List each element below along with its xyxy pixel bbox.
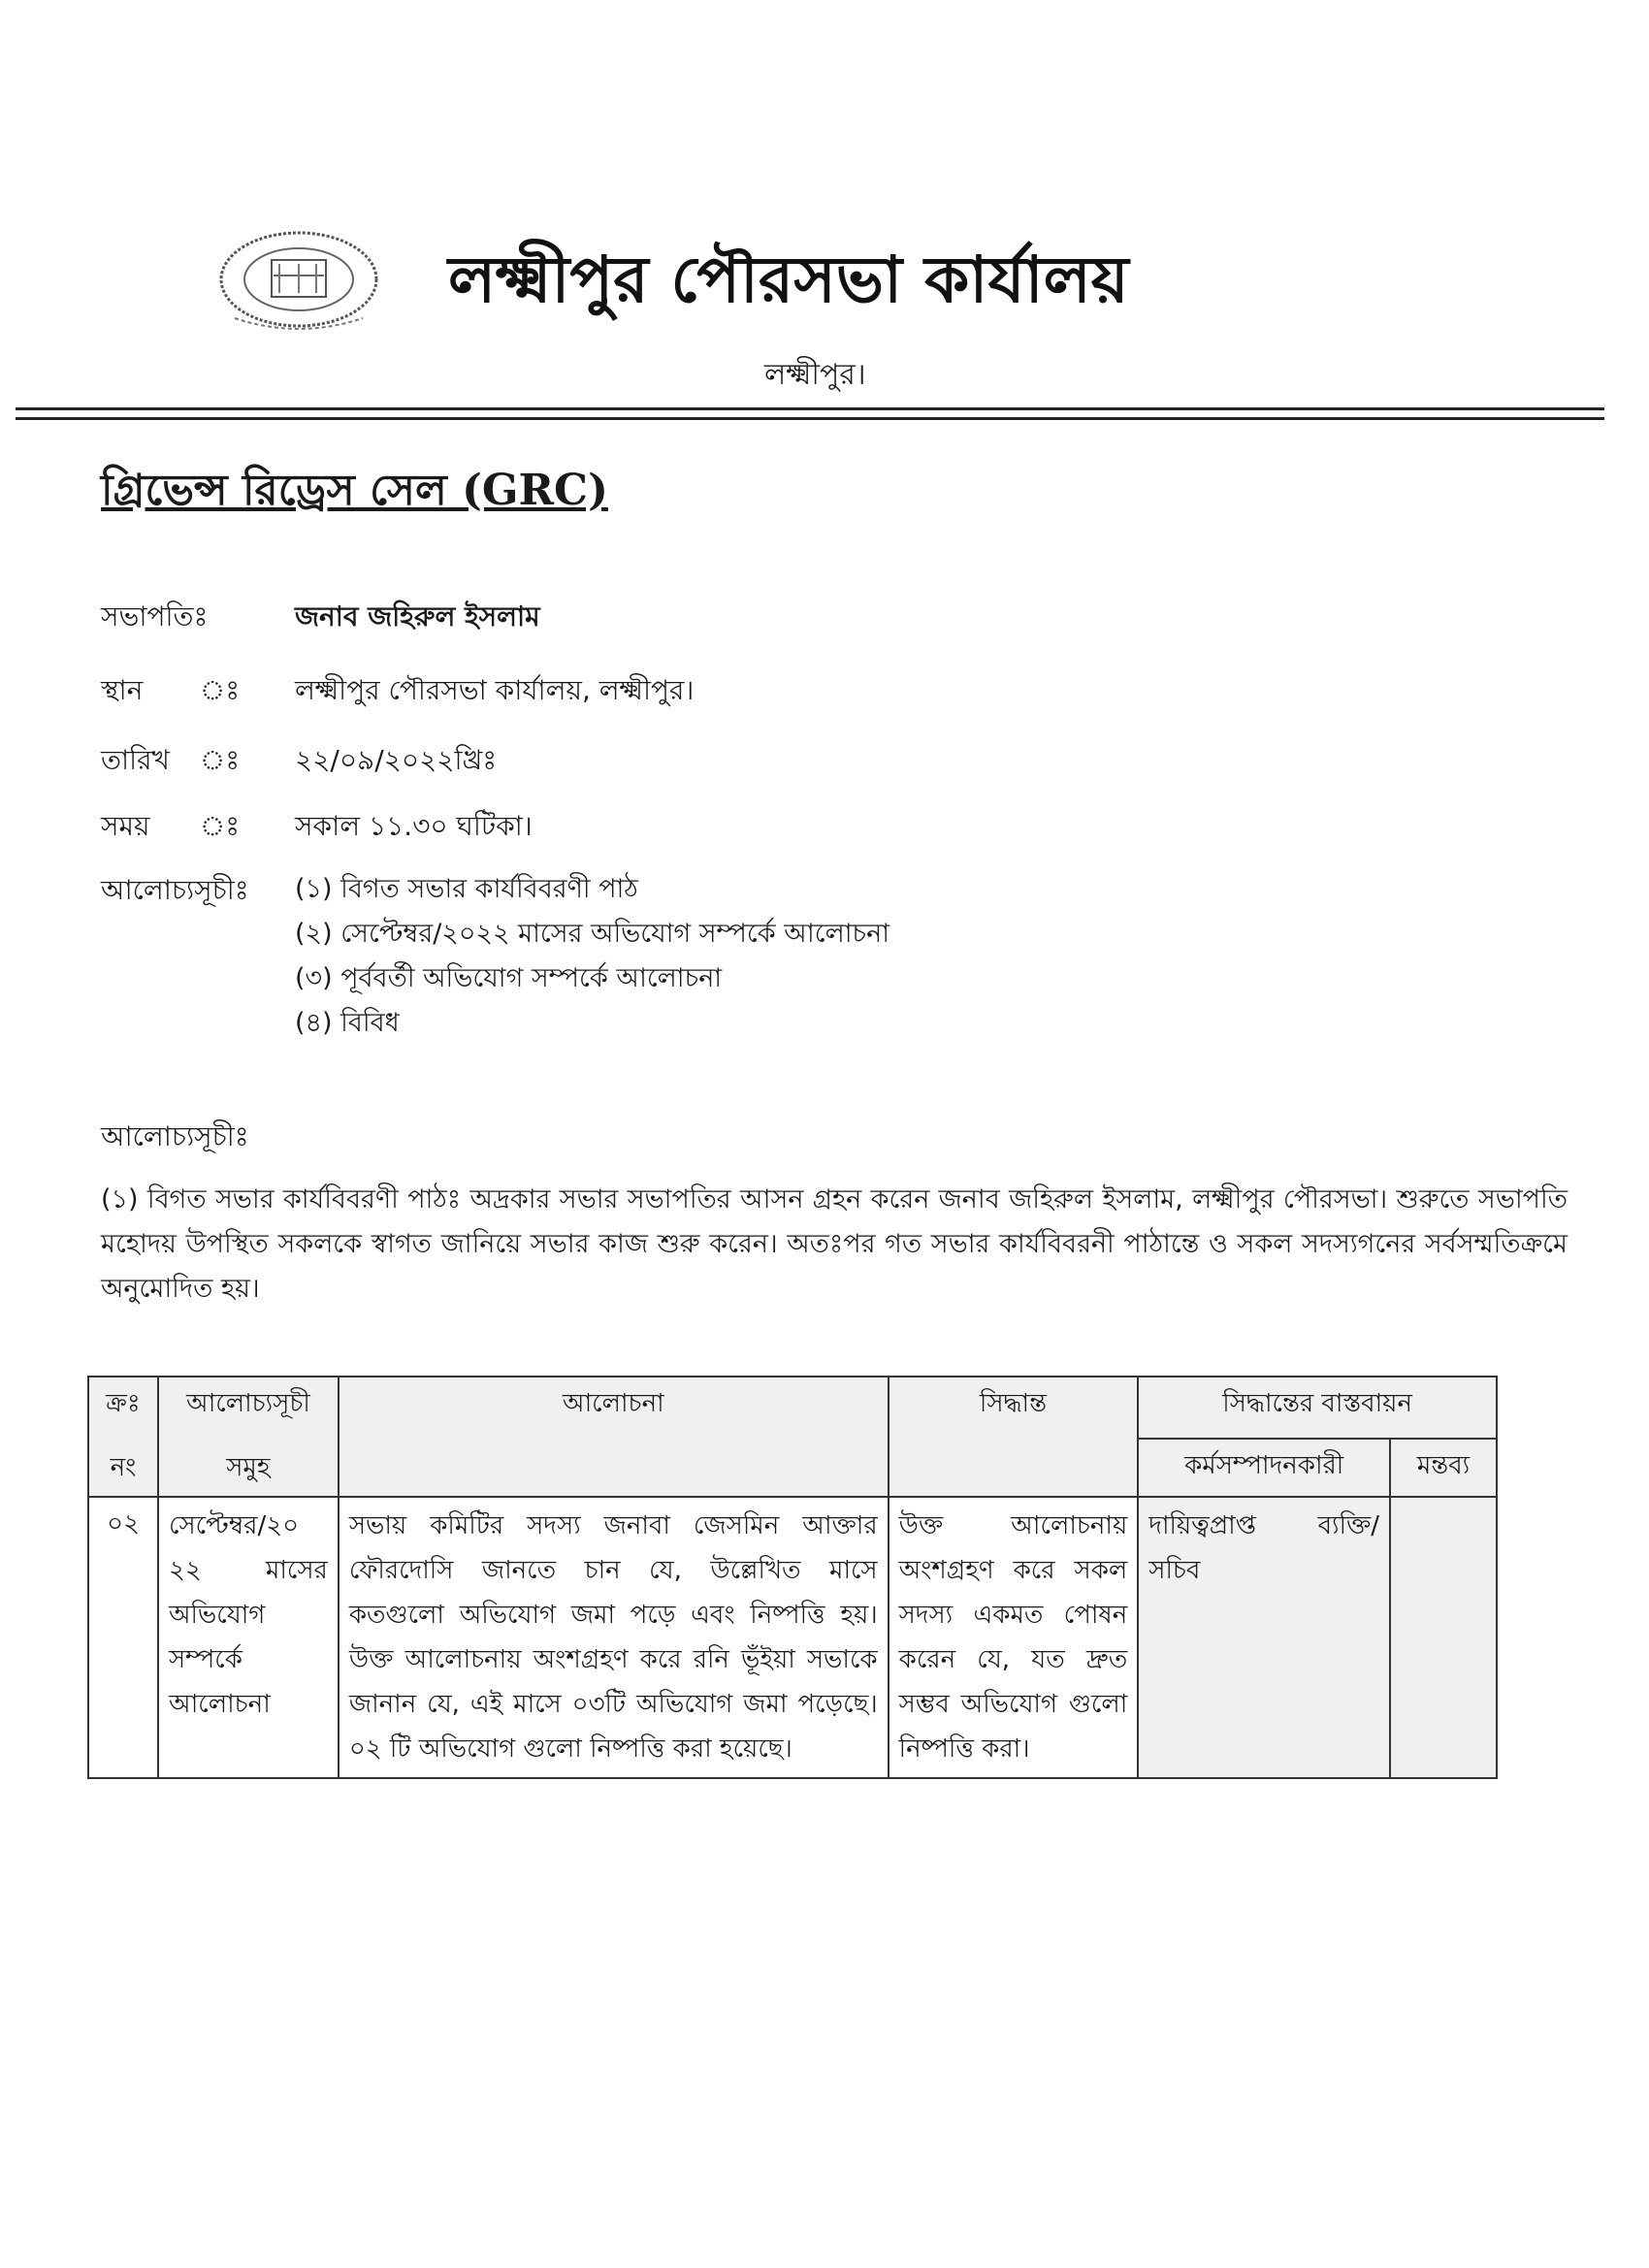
office-location: লক্ষ্মীপুর। [764, 358, 866, 392]
chair-label: সভাপতিঃ [101, 600, 209, 632]
row-agenda: সেপ্টেম্বর/২০ ২২ মাসের অভিযোগ সম্পর্কে আলোচনা [158, 1497, 339, 1778]
header-serial-line1: ক্রঃ [106, 1389, 141, 1418]
chair-value: জনাব জহিরুল ইসলাম [295, 600, 540, 632]
minutes-table [87, 1376, 1498, 1779]
header-decision: সিদ্ধান্ত [889, 1377, 1139, 1497]
agenda-item: (২) সেপ্টেম্বর/২০২২ মাসের অভিযোগ সম্পর্কে আলোচনা [295, 919, 890, 949]
time-colon: ঃ [200, 810, 241, 842]
municipality-seal-icon [215, 225, 382, 334]
header-remarks: মন্তব্য [1390, 1439, 1497, 1497]
header-agenda-line2: সমুহ [226, 1453, 271, 1482]
place-label: স্থান [101, 674, 144, 706]
discussion-heading: আলোচ্যসূচীঃ [101, 1120, 249, 1152]
agenda-item: (৪) বিবিধ [295, 1008, 400, 1038]
row-discussion: সভায় কমিটির সদস্য জনাবা জেসমিন আক্তার ফৌরদোসি জানতে চান যে, উল্লেখিত মাসে কতগুলো অভিযোগ জমা পড়ে এবং নিষ্পত্তি হয়। উক্ত আলোচনায় অংশগ্রহণ করে রনি ভূঁইয়া সভাকে জানান যে, এই মাসে ০৩টি অভিযোগ জমা পড়েছে। ০২ টি অভিযোগ গুলো নিষ্পত্তি করা হয়েছে। [339, 1497, 889, 1778]
row-performer: দায়িত্বপ্রাপ্ত ব্যক্তি/ সচিব [1138, 1497, 1390, 1778]
header-performer: কর্মসম্পাদনকারী [1138, 1439, 1390, 1497]
agenda-item: (৩) পূর্ববর্তী অভিযোগ সম্পর্কে আলোচনা [295, 963, 723, 993]
header-implementation: সিদ্ধান্তের বাস্তবায়ন [1138, 1377, 1497, 1439]
section-title: গ্রিভেন্স রিড্রেস সেল (GRC) [101, 466, 608, 515]
date-value: ২২/০৯/২০২২খ্রিঃ [295, 744, 498, 776]
header-agenda-line1: আলোচ্যসূচী [185, 1389, 310, 1418]
date-colon: ঃ [200, 744, 241, 776]
date-label: তারিখ [101, 744, 170, 776]
agenda-label: আলোচ্যসূচীঃ [101, 874, 249, 906]
place-value: লক্ষ্মীপুর পৌরসভা কার্যালয়, লক্ষ্মীপুর। [295, 674, 695, 706]
agenda-item: (১) বিগত সভার কার্যবিবরণী পাঠ [295, 874, 638, 904]
header-agenda [158, 1377, 339, 1497]
table-row [88, 1497, 1497, 1778]
header-divider-bottom [16, 417, 1604, 420]
time-label: সময় [101, 810, 150, 842]
header-serial [88, 1377, 158, 1497]
row-decision: উক্ত আলোচনায় অংশগ্রহণ করে সকল সদস্য একমত পোষন করেন যে, যত দ্রুত সম্ভব অভিযোগ গুলো নিষ্পত্তি করা। [889, 1497, 1139, 1778]
office-title: লক্ষ্মীপুর পৌরসভা কার্যালয় [448, 243, 1129, 317]
table-header-row [88, 1377, 1497, 1439]
time-value: সকাল ১১.৩০ ঘটিকা। [295, 810, 533, 842]
discussion-paragraph: (১) বিগত সভার কার্যবিবরণী পাঠঃ অদ্রকার সভার সভাপতির আসন গ্রহন করেন জনাব জহিরুল ইসলাম, লক্ষ্মীপুর পৌরসভা। শুরুতে সভাপতি মহোদয় উপস্থিত সকলকে স্বাগত জানিয়ে সভার কাজ শুরু করেন। অতঃপর গত সভার কার্যবিবরনী পাঠান্তে ও সকল সদস্যগনের সর্বসম্মতিক্রমে অনুমোদিত হয়। [101, 1184, 1568, 1304]
header-serial-line2: নং [110, 1453, 137, 1482]
row-remarks [1390, 1497, 1497, 1778]
row-serial: ০২ [88, 1497, 158, 1778]
header-divider-top [16, 407, 1604, 410]
header-discussion: আলোচনা [339, 1377, 889, 1497]
place-colon: ঃ [200, 674, 241, 706]
